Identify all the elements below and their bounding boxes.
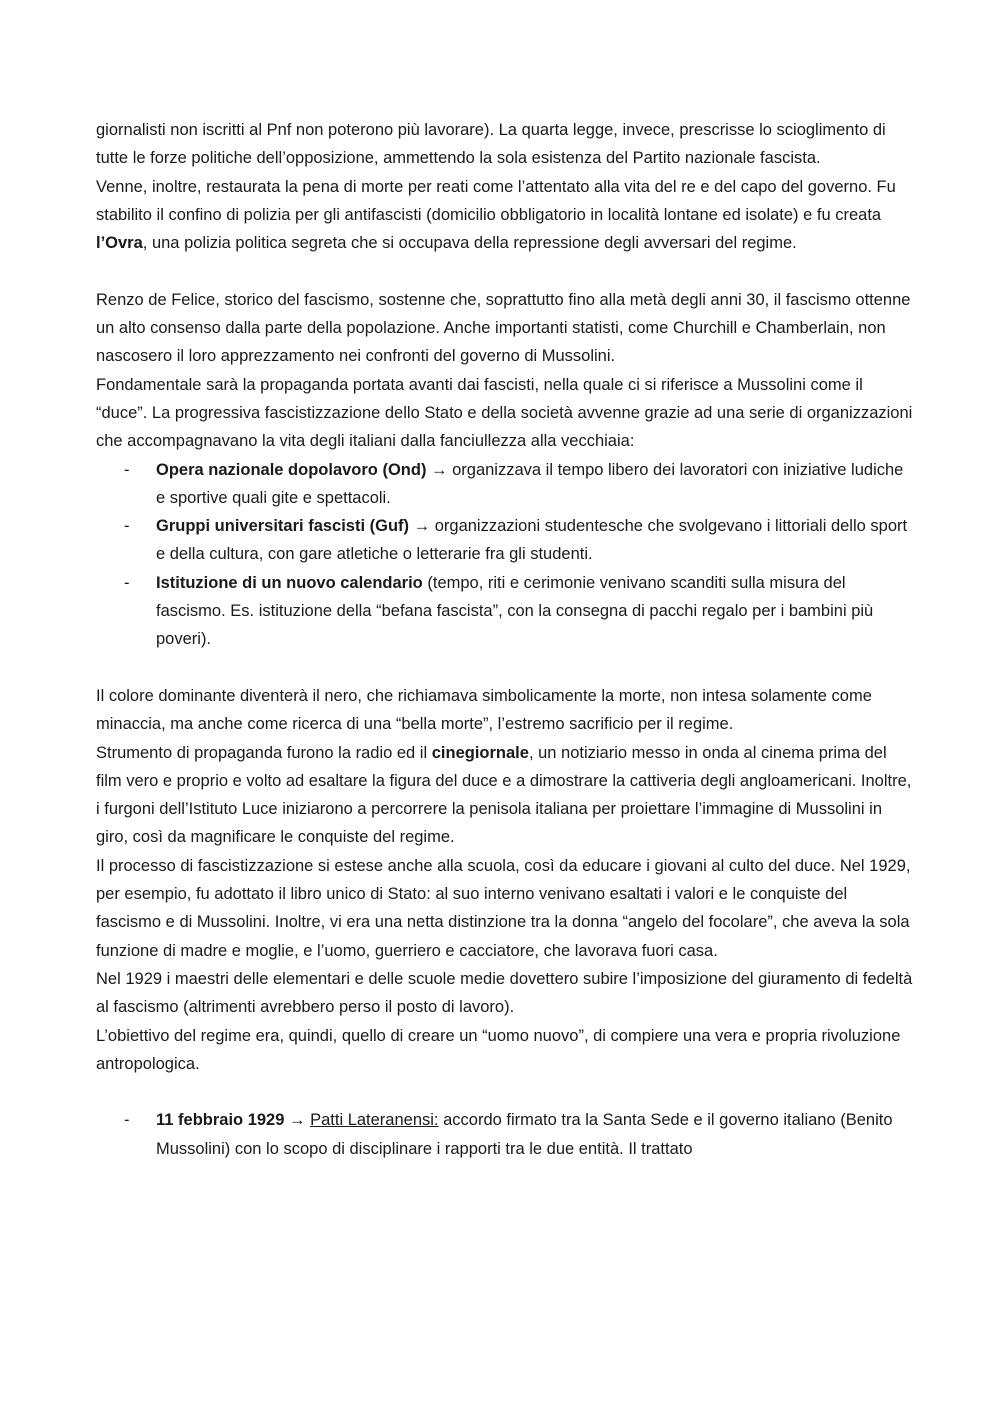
organizations-list xyxy=(96,456,916,654)
blank-line xyxy=(96,257,916,285)
list-item-text: organizzava il tempo libero dei lavoratori con iniziative ludiche e sportive quali gite e spettacoli. xyxy=(156,460,904,507)
bold-term-ovra: l’Ovra xyxy=(96,234,143,253)
list-item xyxy=(96,1106,916,1163)
paragraph-uomo-nuovo: L’obiettivo del regime era, quindi, quello di creare un “uomo nuovo”, di compiere una vera e propria rivoluzione antropologica. xyxy=(96,1026,901,1073)
text-span: , un notiziario messo in onda al cinema prima del film vero e proprio e volto ad esaltare la figura del duce e a dimostrare la cattiveria degli angloamericani. Inoltre, i furgoni dell’Istituto Luce iniziarono a percorrere la penisola italiana per proiettare l’immagine di Mussolini in giro, così da magnificare le conquiste del regime. xyxy=(96,743,912,847)
list-item-term: Opera nazionale dopolavoro (Ond) xyxy=(156,460,427,479)
list-dash: - xyxy=(124,517,130,536)
document-body xyxy=(96,116,916,1163)
paragraph-scuola: Il processo di fascistizzazione si estese anche alla scuola, così da educare i giovani al culto del duce. Nel 1929, per esempio, fu adottato il libro unico di Stato: al suo interno venivano esaltati i valori e le conquiste del fascismo e di Mussolini. Inoltre, vi era una netta distinzione tra la donna “angelo del focolare”, che aveva la sola funzione di madre e moglie, e l’uomo, guerriero e cacciatore, che lavorava fuori casa. xyxy=(96,856,911,960)
list-item-term: Istituzione di un nuovo calendario xyxy=(156,573,423,592)
arrow-icon: → xyxy=(426,460,453,479)
blank-line xyxy=(96,1078,916,1106)
bold-term-cinegiornale: cinegiornale xyxy=(431,743,529,762)
text-span: Venne, inoltre, restaurata la pena di morte per reati come l’attentato alla vita del re e del capo del governo. Fu stabilito il confino di polizia per gli antifascisti (domicilio obbligatorio in località lontane ed isolate) e fu creata xyxy=(96,177,896,224)
list-item-text: accordo firmato tra la Santa Sede e il governo italiano (Benito Mussolini) con lo scopo di disciplinare i rapporti tra le due entità. Il trattato xyxy=(156,1111,893,1158)
list-item xyxy=(96,512,916,569)
paragraph-propaganda: Fondamentale sarà la propaganda portata avanti dai fascisti, nella quale ci si riferisce a Mussolini come il “duce”. La progressiva fascistizzazione dello Stato e della società avvenne grazie ad una serie di organizzazioni che accompagnavano la vita degli italiani dalla fanciullezza alla vecchiaia: xyxy=(96,375,913,451)
list-item xyxy=(96,569,916,654)
events-list xyxy=(96,1106,916,1163)
list-dash: - xyxy=(124,460,130,479)
list-dash: - xyxy=(124,573,130,592)
list-item-title: Patti Lateranensi: xyxy=(310,1111,439,1130)
list-item-date: 11 febbraio 1929 xyxy=(156,1111,285,1130)
list-item-term: Gruppi universitari fascisti (Guf) xyxy=(156,517,410,536)
paragraph-cinegiornale xyxy=(96,739,916,852)
paragraph-colore: Il colore dominante diventerà il nero, che richiamava simbolicamente la morte, non intesa solamente come minaccia, ma anche come ricerca di una “bella morte”, l’estremo sacrificio per il regime. xyxy=(96,686,872,734)
blank-line xyxy=(96,654,916,682)
text-span: , una polizia politica segreta che si occupava della repressione degli avversari del regime. xyxy=(142,234,797,253)
arrow-icon: → xyxy=(409,517,435,536)
list-dash: - xyxy=(124,1111,130,1130)
paragraph-ovra xyxy=(96,173,916,258)
arrow-icon: → xyxy=(284,1111,311,1130)
text-span: Strumento di propaganda furono la radio ed il xyxy=(96,743,432,762)
list-item-text: organizzazioni studentesche che svolgevano i littoriali dello sport e della cultura, con gare atletiche o letterarie fra gli studenti. xyxy=(156,517,908,564)
list-item xyxy=(96,456,916,513)
list-item-text: (tempo, riti e cerimonie venivano scanditi sulla misura del fascismo. Es. istituzione della “befana fascista”, con la consegna di pacchi regalo per i bambini più poveri). xyxy=(156,573,874,649)
paragraph-maestri: Nel 1929 i maestri delle elementari e delle scuole medie dovettero subire l’imposizione del giuramento di fedeltà al fascismo (altrimenti avrebbero perso il posto di lavoro). xyxy=(96,969,913,1017)
paragraph-de-felice: Renzo de Felice, storico del fascismo, sostenne che, soprattutto fino alla metà degli anni 30, il fascismo ottenne un alto consenso dalla parte della popolazione. Anche importanti statisti, come Churchill e Chamberlain, non nascosero il loro apprezzamento nei confronti del governo di Mussolini. xyxy=(96,290,911,366)
paragraph: giornalisti non iscritti al Pnf non poterono più lavorare). La quarta legge, invece, prescrisse lo scioglimento di tutte le forze politiche dell’opposizione, ammettendo la sola esistenza del Partito nazionale fascista. xyxy=(96,121,886,168)
